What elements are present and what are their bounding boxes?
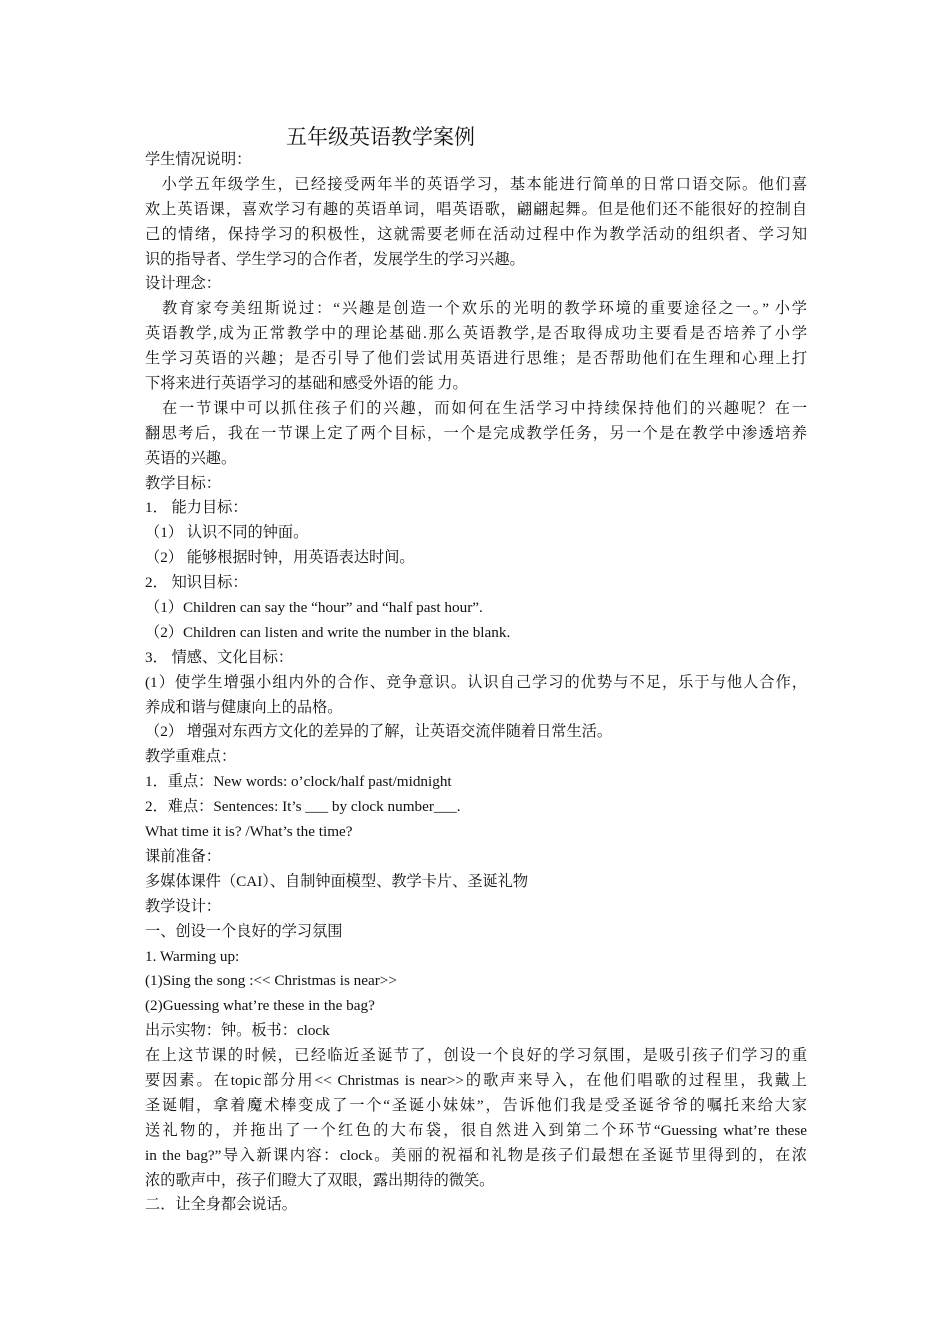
text-line: 设计理念： (145, 275, 221, 293)
text-line: What time it is? /What’s the time? (145, 823, 353, 841)
text-line: 学生情况说明： (145, 151, 252, 168)
text-line: 在上这节课的时候，已经临近圣诞节了，创设一个良好的学习氛围，是吸引孩子们学习的重 (145, 1047, 807, 1065)
text-line: 3． 情感、文化目标： (145, 648, 294, 666)
text-line: 课前准备： (145, 847, 221, 865)
text-line: 生学习英语的兴趣；是否引导了他们尝试用英语进行思维；是否帮助他们在生理和心理上打 (145, 350, 807, 368)
text-line: （2） 能够根据时钟，用英语表达时间。 (145, 549, 415, 567)
text-line: 在一节课中可以抓住孩子们的兴趣，而如何在生活学习中持续保持他们的兴趣呢？在一 (145, 399, 807, 417)
text-line: 英语的兴趣。 (145, 449, 237, 467)
text-line: 下将来进行英语学习的基础和感受外语的能 力。 (145, 375, 468, 393)
text-line: 识的指导者、学生学习的合作者，发展学生的学习兴趣。 (145, 250, 525, 268)
text-line: 二．让全身都会说话。 (145, 1196, 297, 1214)
text-line: 教学设计： (145, 897, 221, 915)
text-line: 教育家夸美纽斯说过：“兴趣是创造一个欢乐的光明的教学环境的重要途径之一。” 小学 (145, 300, 807, 318)
text-line: 翻思考后，我在一节课上定了两个目标，一个是完成教学任务，另一个是在教学中渗透培养 (145, 424, 807, 442)
text-line: （1） 认识不同的钟面。 (145, 524, 309, 542)
text-line: 浓的歌声中，孩子们瞪大了双眼，露出期待的微笑。 (145, 1171, 495, 1189)
text-line: （1）Children can say the “hour” and “half past hour”. (145, 599, 483, 617)
text-line: 要因素。在topic部分用<< Christmas is near>>的歌声来导入，在他们唱歌的过程里，我戴上 (145, 1071, 807, 1089)
text-line: 送礼物的，并拖出了一个红色的大布袋，很自然进入到第二个环节“Guessing what’re these (145, 1121, 807, 1139)
text-line: 教学目标： (145, 474, 221, 492)
text-line: 一、创设一个良好的学习氛围 (145, 922, 343, 940)
text-line: 己的情绪，保持学习的积极性，这就需要老师在活动过程中作为教学活动的组织者、学习知 (145, 225, 807, 243)
text-line: 小学五年级学生，已经接受两年半的英语学习，基本能进行简单的日常口语交际。他们喜 (145, 175, 807, 193)
text-line: 2． 知识目标： (145, 574, 248, 592)
document-body (145, 148, 807, 1218)
text-line: 教学重难点： (145, 748, 237, 766)
text-line: 圣诞帽，拿着魔术棒变成了一个“圣诞小妹妹”，告诉他们我是受圣诞爷爷的嘱托来给大家 (145, 1096, 807, 1114)
text-line: 养成和谐与健康向上的品格。 (145, 698, 343, 716)
text-line: (2)Guessing what’re these in the bag? (145, 997, 375, 1015)
text-line: 英语教学,成为正常教学中的理论基础.那么英语教学,是否取得成功主要看是否培养了小学 (145, 325, 807, 343)
document-title: 五年级英语教学案例 (286, 125, 475, 149)
text-line: （2）Children can listen and write the number in the blank. (145, 623, 511, 641)
text-line: 1． 能力目标： (145, 499, 248, 517)
text-line: 出示实物：钟。板书：clock (145, 1022, 330, 1040)
text-line: 多媒体课件（CAI）、自制钟面模型、教学卡片、圣诞礼物 (145, 872, 529, 890)
text-line: (1)Sing the song :<< Christmas is near>> (145, 972, 397, 990)
text-line: 1．重点：New words: o’clock/half past/midnight (145, 773, 452, 791)
text-line: (1）使学生增强小组内外的合作、竞争意识。认识自己学习的优势与不足，乐于与他人合作， (145, 673, 807, 691)
text-line: 1. Warming up: (145, 947, 240, 965)
text-line: in the bag?”导入新课内容：clock。美丽的祝福和礼物是孩子们最想在圣诞节里得到的，在浓 (145, 1146, 807, 1164)
text-line: 欢上英语课，喜欢学习有趣的英语单词，唱英语歌，翩翩起舞。但是他们还不能很好的控制自 (145, 200, 807, 218)
text-line: （2） 增强对东西方文化的差异的了解，让英语交流伴随着日常生活。 (145, 723, 613, 741)
text-line: 2．难点：Sentences: It’s ___ by clock number___. (145, 798, 461, 816)
